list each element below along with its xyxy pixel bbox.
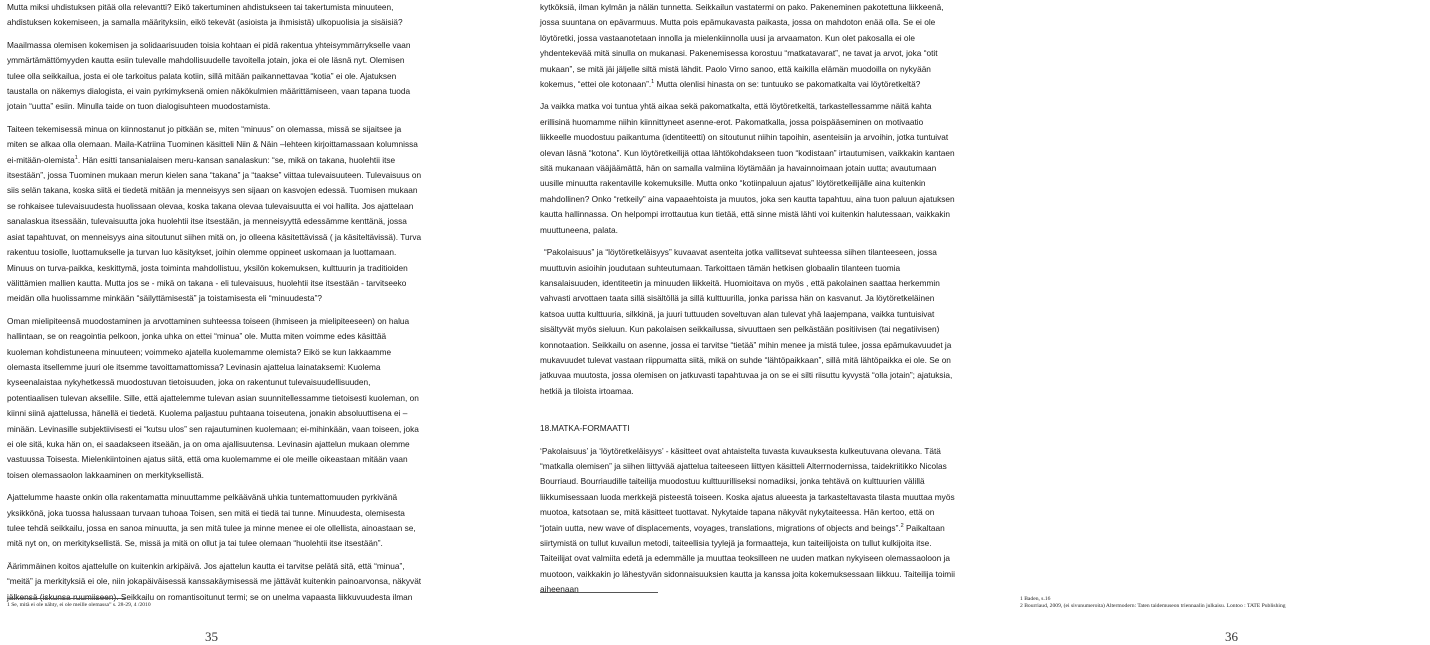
right-text-column (540, 0, 956, 598)
footnote-marker: 2 (900, 522, 904, 529)
left-text-column (7, 0, 423, 605)
footnote: 2 Bourriaud, 2009, (ei sivunumeroita) Altermodern: Taten taidemuseon triennaalin julkaisu. Lontoo : TATE Publishing (1020, 603, 1286, 609)
page-number: 35 (205, 629, 218, 644)
footnotes (1020, 596, 1430, 610)
paragraph: Oman mielipiteensä muodostaminen ja arvottaminen suhteessa toiseen (ihmiseen ja mielipiteeseen) on halua hallintaan, se on reagointia pelkoon, jonka uhka on ettei “minua” ole. Mutta miten voimme edes käsittää kuoleman kohdistuneena minuuteen; voimmeko ajatella kuolemamme olemista? Eikö se kun lakkaamme olemasta itsellemme juuri ole itsemme tavoittamattomissa? Levinasin ajattelua lainataksemi: Kuolema kyseenalaistaa nykyhetkessä muodostuvan tietoisuuden, joka on rakentunut tulevaisuudellisuuden, potentiaalisen tulevan aksellile. Sille, että ajattelemme tulevan asian suunnitellessamme tietoisesti kuoleman, on kiinni siinä ajattelussa, hänellä ei tiedetä. Kuolema paljastuu puhtaana toiseutena, jonakin absoluuttisena ei –minään. Levinasille subjektiivisesti ei “kutsu ulos” sen rajautuminen kuolemaan; ei-mihinkään, vaan toiseen, joka ei ole sitä, kuka hän on, ei saadakseen itseään, ja on oma ajallisuutensa. Levinasin ajattelun mukaan olemme vastuussa Toisesta. Mielenkiintoinen ajatus siitä, että oma kuolemamme ei ole meille oikeastaan mitään vaan toisen olemassaolon lakkaaminen on merkityksellistä. (7, 315, 419, 480)
paragraph: ‘Pakolaisuus’ ja ‘löytöretkeläisyys’ - käsitteet ovat ahtaistelta tuvasta kuvauksesta kulkeutuvana olevana. Tätä “matkalla olemisen” ja siihen liittyvää ajattelua taiteeseen liittyen käsitteli Alterrnodernissa, taidekriitikko Nicolas Bourriaud. Bourriaudille taiteilija muodostuu kulttuurilliseksi nomadiksi, jonka tehtävä on kulttuurien välillä liikkumisessaan luoda merkkejä pisteestä toiseen. Koska ajatus alueesta ja tarkasteltavasta tilasta muuttaa myös muotoa, katsotaan se, mitä käsitteet tuottavat. Nykytaide tapana näkyvät nykytaiteessa. Hän kertoo, että on “jotain uutta, new wave of displacements, voyages, translations, migrations of objects and beings”.$^2$ Paikaltaan siirtymistä on tullut kuvailun metodi, taiteellisia tyylejä ja formaatteja, kun taiteilijoista on tullut kulkijoita itse. Taiteilijat ovat valmiita edetä ja edemmälle ja muuttaa teoksilleen ne uuden matkan nykyiseen olemassaoloon ja muotoon, vaikkakin jo lähestyvän sidonnaisuuksien kautta ja kanssa joita kokemuksessaan liikkuu. Taiteilija toimii aiheenaan (540, 445, 955, 595)
footnote-marker: 1 (74, 154, 78, 161)
footnote: 1 Se, mitä ei ole nähty, ei ole meille olemassa” s. 28-29, 4 /2010 (7, 602, 151, 608)
paragraph: Ja vaikka matka voi tuntua yhtä aikaa sekä pakomatkalta, että löytöretkeltä, tarkastellessamme näitä kahta erillisinä huomamme niihin kiinnittyneet asenne-erot. Pakomatkalla, jossa poispääseminen on motivaatio liikkeelle muodostuu paikantuma (identiteetti) on sitoutunut niihin tapoihin, asenteisiin ja arvoihin, jotka tuntuivat olevan läsnä “kotona”. Kun löytöretkeilijä ottaa lähtökohdakseen tuon “kodistaan” irtautumisen, vaikkakin kantaen sitä mukanaan vääjäämättä, hän on samalla valmiina löytämään ja havainnoimaan jotain uutta; avautumaan uusille minuutta rakentaville kokemuksille. Mutta onko “kotiinpaluun ajatus” löytöretkeilijälle aina kuitenkin mahdollinen? Onko “retkeily” aina vapaaehtoista ja muutos, joka sen kautta tapahtuu, aina tuon paluun ajatuksen kautta hallinnassa. On helpompi irrottautua kun tietää, että sinne mistä lähti voi kuitenkin halutessaan, vaikkakin muuttuneena, palata. (540, 101, 955, 235)
footnote-marker: 1 (651, 79, 655, 86)
paragraph: Taiteen tekemisessä minua on kiinnostanut jo pitkään se, miten “minuus” on olemassa, missä se sijaitsee ja miten se alkaa olla olemaan. Maila-Katriina Tuominen käsitteli Niin & Näin –lehteen kirjoittamassaan kolumnissa ei-mitään-olemista$^1$. Hän esitti tansanialaisen meru-kansan sanalaskun: “se, mikä on takana, huolehtii itse itsestään”, jossa Tuominen mukaan merun kielen sana “takana” ja “taakse” viittaa tulevaisuuteen. Tulevaisuus on siis selän takana, koska siitä ei tiedetä mitään ja menneisyys sen sijaan on kasvojen edessä. Tuomisen mukaan se rohkaisee tulevaisuudesta huolissaan olevaa, koska takana olevaa tulevaisuutta ei voi hallita. Jos ajattelaan sanalaskua itsessään, tulevaisuutta joka huolehtii itse itsestään, ja menneisyyttä edessämme kenttänä, jossa asiat tapahtuvat, on menneisyys aina sitoutunut siihen mitä on, jo olleena käsitettävissä ( ja käsiteltävissä). Turva rakentuu tosiolle, luottamukselle ja turvan luo käsitykset, joihin olemme oppineet uskomaan ja luottamaan. Minuus on turva-paikka, keskittymä, josta toiminta mahdollistuu, yksilön kokemuksen, kulttuurin ja traditioiden välittämien mallien kautta. Mutta jos se - mikä on takana - eli tulevaisuus, huolehtii itse itsestään - tarvitseeko meidän olla huolissamme minkään “säilyttämisestä” ja toistamisesta eli “minuudesta”? (7, 123, 422, 304)
paragraph: Ajattelumme haaste onkin olla rakentamatta minuuttamme pelkäävänä uhkia tuntemattomuuden pyrkivänä yksikkönä, joka tuossa halussaan turvaan tuhoaa Toisen, sen mitä ei tiedä tai tunne. Minuudesta, olemisesta tulee tehdä seikkailu, jossa en sanoa minuutta, ja sen mitä tulee ja minne menee ei ole ollellista, ainoastaan se, mitä nyt on, on merkityksellistä. Se, missä ja mitä on ollut ja tai tulee olemaan “huolehtii itse itsestään”. (7, 492, 416, 549)
page-number: 36 (1225, 629, 1238, 644)
paragraph: Äärimmäinen koitos ajattelulle on kuitenkin arkipäivä. Jos ajattelun kautta ei tarvitse pelätä sitä, että “minua”, “meitä” ja merkityksiä ei ole, niin jokapäiväisessä kanssakäymisessä me jättävät kuitenkin painoarvonsa, näkyvät jälkensä (iskunsa ruumiiseen). Seikkailu on romantisoitunut termi; se on unelma vapaasta liikkuvuudesta ilman (7, 560, 422, 602)
left-page (0, 0, 480, 644)
right-page (480, 0, 1286, 644)
paragraph: kytköksiä, ilman kylmän ja nälän tunnetta. Seikkailun vastatermi on pako. Pakeneminen pakotettuna liikkeenä, jossa suuntana on epävarmuus. Mutta pois epämukavasta paikasta, jossa on mahdoton enää olla. Se ei ole löytöretki, jossa vastaanotetaan innolla ja mielenkiinnolla uusi ja arvaamaton. Kun olet pakosalla ei ole yhdentekevää mitä sinulla on mukanasi. Pakenemisessa korostuu “matkatavarat”, ne tavat ja arvot, joka “otit mukaan”, se mitä jäi jäljelle siltä mistä lähdit. Paolo Virno sanoo, että kaikilla elämän muodoilla on nykyään kokemus, “ettei ole kotonaan”.$^1$ Mutta olenlisi hinasta on se: tuntuuko se pakomatkalta vai löytöretkeltä? (540, 2, 944, 90)
footnote: 1 Baden, s.16 (1020, 596, 1051, 602)
section-heading: 18.MATKA-FORMAATTI (540, 423, 630, 434)
footnote-divider (540, 592, 658, 593)
paragraph: Maailmassa olemisen kokemisen ja solidaarisuuden toisia kohtaan ei pidä rakentua yhteisymmärrykselle vaan ymmärtämättömyyden kautta esiin tulevalle mahdollisuudelle tavoitella jotain, joka ei ole läsnä nyt. Olemisen tulee olla seikkailua, josta ei ole tarkoitus palata kotiin, sillä mitään paikannettavaa “kotia” ei ole. Ajatuksen taustalla on näkemys dialogista, ei vain pyrkimyksenä omien näkökulmien määrittämiseen, vaan tapana tuoda jotain “uutta” esiin. Minulla taide on tuon dialogisuhteen muodostamista. (7, 39, 411, 112)
paragraph: Mutta miksi uhdistuksen pitää olla relevantti? Eikö takertuminen ahdistukseen tai takertumista minuuteen, ahdistuksen kokemiseen, ja samalla määrityksiin, eikö tekevät (asioista ja ihmisistä) ulkopuolisia ja sisäisiä? (7, 2, 403, 28)
paragraph: “Pakolaisuus” ja “löytöretkeläisyys” kuvaavat asenteita jotka vallitsevat suhteessa siihen tilanteeseen, jossa muuttuvin asioihin joudutaan suhteutumaan. Tarkoittaen tämän hetkisen globaalin tilanteen tuomia kansalaisuuden, identiteetin ja minuuden liikkeitä. Huomioitava on myös , että pakolainen saattaa herkemmin vahvasti arvottaen taata sillä sisältöllä ja sillä kulttuurilla, jonka parissa hän on kasvanut. Ja löytöretkeläinen katsoa uutta kulttuuria, silkkinä, ja juuri tuttuuden soveltuvan alan tulevat yhä laajempana, vaikka tuntuisivat sisältyvät myös sieluun. Kun pakolaisen seikkailussa, sivuuttaen sen pelkästään positiivisen (tai negatiivisen) konnotaation. Seikkailu on asenne, jossa ei tarvitse “tietää” mihin menee ja mistä tulee, jossa epämukavuudet ja mukavuudet tulevat vastaan riippumatta siitä, mikä on suhde “lähtöpaikkaan”, sillä mitä lähtöpaikka ei ole. Se on jatkuvaa muutosta, jossa olemisen on jatkuvasti tapahtuvaa ja on se ei silti riisuttu kyvystä “olla jotain”; ajatuksia, hetkiä ja tiloista irtoamaa. (540, 247, 953, 396)
footnote-divider (7, 598, 125, 599)
